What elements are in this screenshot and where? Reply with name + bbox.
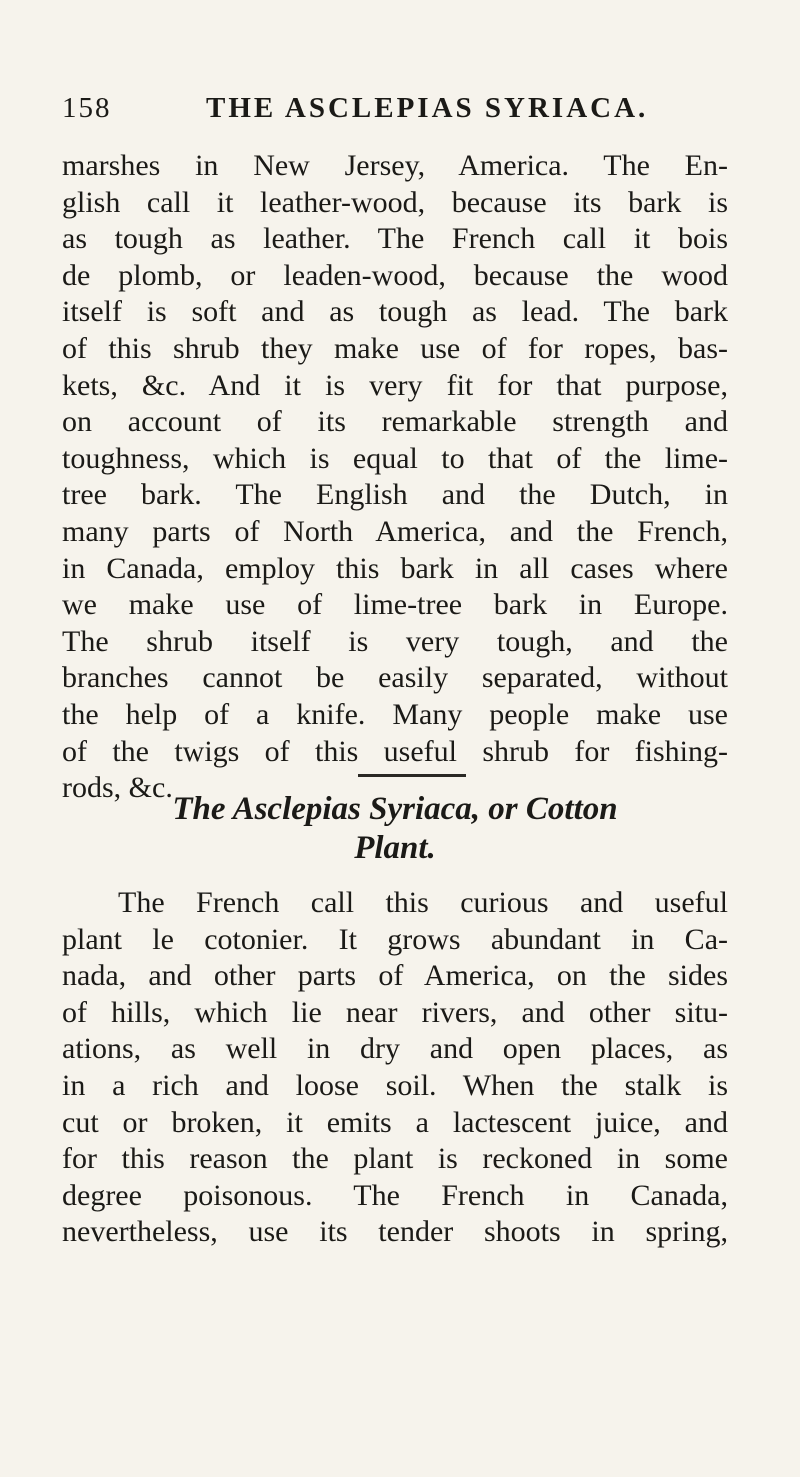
text-line: plant le cotonier. It grows abundant in Ca- xyxy=(62,922,728,956)
section-heading-continued: Plant. xyxy=(354,830,436,866)
paragraph-cotonier xyxy=(62,885,728,1251)
text-line: cut or broken, it emits a lactescent juice, and xyxy=(62,1105,728,1139)
text-line: degree poisonous. The French in Canada, xyxy=(62,1178,728,1212)
text-line: the help of a knife. Many people make use xyxy=(62,697,728,731)
section-heading: The Asclepias Syriaca, or Cotton xyxy=(172,791,618,827)
text-line: rods, &c. xyxy=(62,771,173,805)
text-line: itself is soft and as tough as lead. The bark xyxy=(62,295,728,329)
text-line: we make use of lime-tree bark in Europe. xyxy=(62,588,728,622)
paragraph-leather-wood xyxy=(62,148,728,807)
text-line: de plomb, or leaden-wood, because the wood xyxy=(62,258,728,292)
text-line: nevertheless, use its tender shoots in spring, xyxy=(62,1215,728,1249)
text-line: ations, as well in dry and open places, as xyxy=(62,1032,728,1066)
page-number: 158 xyxy=(62,92,112,124)
text-line: marshes in New Jersey, America. The En- xyxy=(62,149,728,182)
running-title: THE ASCLEPIAS SYRIACA. xyxy=(206,92,649,124)
text-line: in a rich and loose soil. When the stalk is xyxy=(62,1068,728,1102)
text-line: of this shrub they make use of for ropes, bas- xyxy=(62,331,728,365)
text-line: of hills, which lie near rivers, and other situ- xyxy=(62,995,728,1029)
text-line: branches cannot be easily separated, without xyxy=(62,661,728,695)
text-line: nada, and other parts of America, on the sides xyxy=(62,959,728,993)
text-line: on account of its remarkable strength and xyxy=(62,405,728,439)
running-head xyxy=(62,92,722,132)
text-line: many parts of North America, and the French, xyxy=(62,514,728,548)
text-line: as tough as leather. The French call it bois xyxy=(62,222,728,256)
text-line: of the twigs of this useful shrub for fishing- xyxy=(62,734,728,768)
text-line: in Canada, employ this bark in all cases where xyxy=(62,551,728,585)
text-line: toughness, which is equal to that of the lime- xyxy=(62,441,728,475)
text-line: for this reason the plant is reckoned in some xyxy=(62,1142,728,1176)
text-line: glish call it leather-wood, because its bark is xyxy=(62,185,728,219)
section-divider xyxy=(358,774,466,777)
text-line: kets, &c. And it is very fit for that purpose, xyxy=(62,368,728,402)
text-line: tree bark. The English and the Dutch, in xyxy=(62,478,728,512)
text-line: The shrub itself is very tough, and the xyxy=(62,624,728,658)
text-line: The French call this curious and useful xyxy=(118,886,728,919)
